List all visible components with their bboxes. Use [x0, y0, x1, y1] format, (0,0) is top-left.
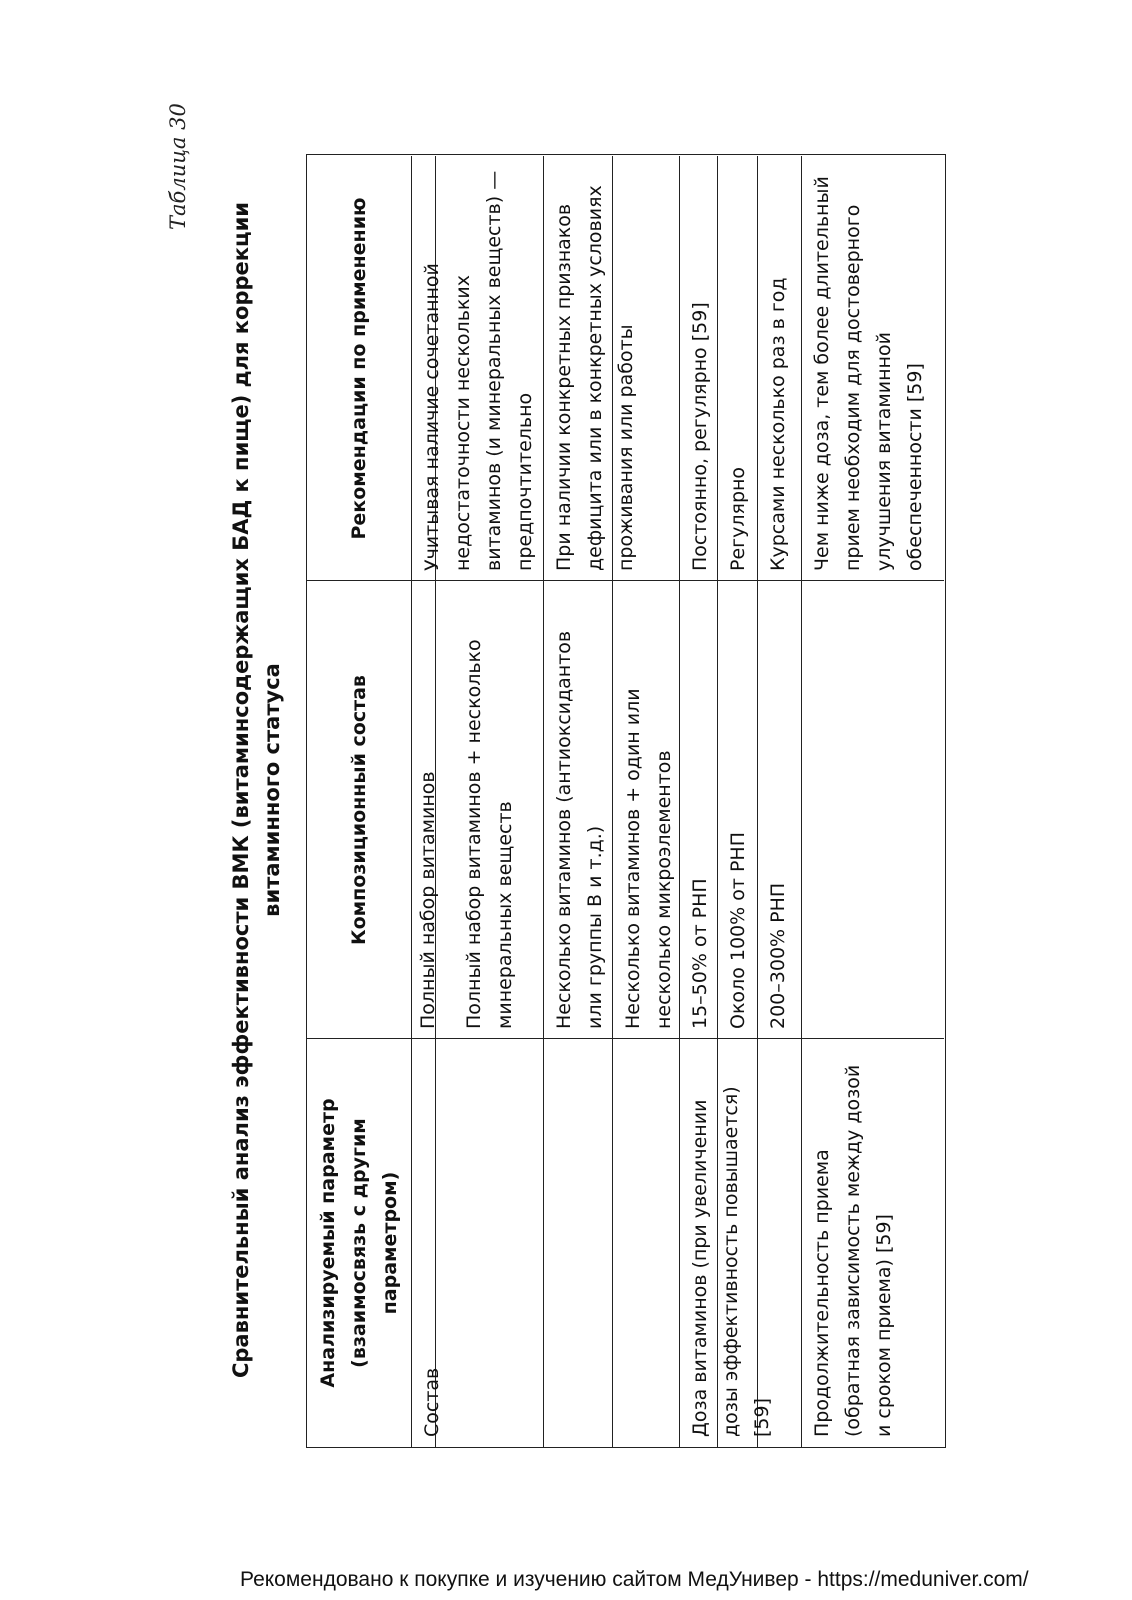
header-composition: Композиционный состав	[347, 675, 370, 945]
table-caption: Таблица 30	[166, 103, 190, 230]
rec-duration: Чем ниже доза, тем более длительный прием необходим для достоверного улучшения витаминной обеспеченности [59]	[811, 176, 926, 571]
comp-full-vitamins-minerals: Полный набор витаминов + несколько минеральных веществ	[463, 639, 516, 1029]
comp-several-vitamins-trace: Несколько витаминов + один или несколько микроэлементов	[622, 688, 675, 1029]
rec-regular: Регулярно	[727, 466, 749, 571]
title-line-1: Сравнительный анализ эффективности ВМК (витаминсодержащих БАД к пище) для коррекции	[229, 201, 253, 1379]
rec-courses: Курсами несколько раз в год	[767, 277, 789, 571]
header-recommendations: Рекомендации по применению	[347, 197, 370, 540]
footer-recommendation: Рекомендовано к покупке и изучению сайтом МедУнивер - https://meduniver.com/	[240, 1568, 1029, 1591]
rec-specific-signs: При наличии конкретных признаков дефицита или в конкретных условиях проживания или работы	[553, 185, 637, 571]
rec-combined-deficit: Учитывая наличие сочетанной недостаточности нескольких витаминов (и минеральных веществ) — предпочтительно	[421, 170, 536, 571]
comp-dose-15-50: 15–50% от РНП	[689, 878, 711, 1029]
comp-duration-empty	[801, 581, 944, 1039]
comp-several-vitamins: Несколько витаминов (антиоксидантов или группы В и т.д.)	[553, 630, 606, 1029]
param-sostav: Состав	[421, 1367, 443, 1437]
comp-full-vitamins: Полный набор витаминов	[417, 771, 439, 1029]
comp-dose-100: Около 100% от РНП	[727, 832, 749, 1029]
rec-constant: Постоянно, регулярно [59]	[689, 302, 711, 571]
comp-dose-200-300: 200–300% РНП	[767, 882, 789, 1029]
param-duration: Продолжительность приема (обратная зависимость между дозой и сроком приема) [59]	[811, 1064, 895, 1437]
title-line-2: витаминного статуса	[260, 663, 284, 917]
table-title	[226, 140, 288, 1440]
param-doza: Доза витаминов (при увеличении дозы эффективность повышается) [59]	[689, 1086, 773, 1437]
comparison-table	[306, 154, 946, 1448]
header-param: Анализируемый параметр (взаимосвязь с другим параметром)	[316, 1098, 401, 1388]
